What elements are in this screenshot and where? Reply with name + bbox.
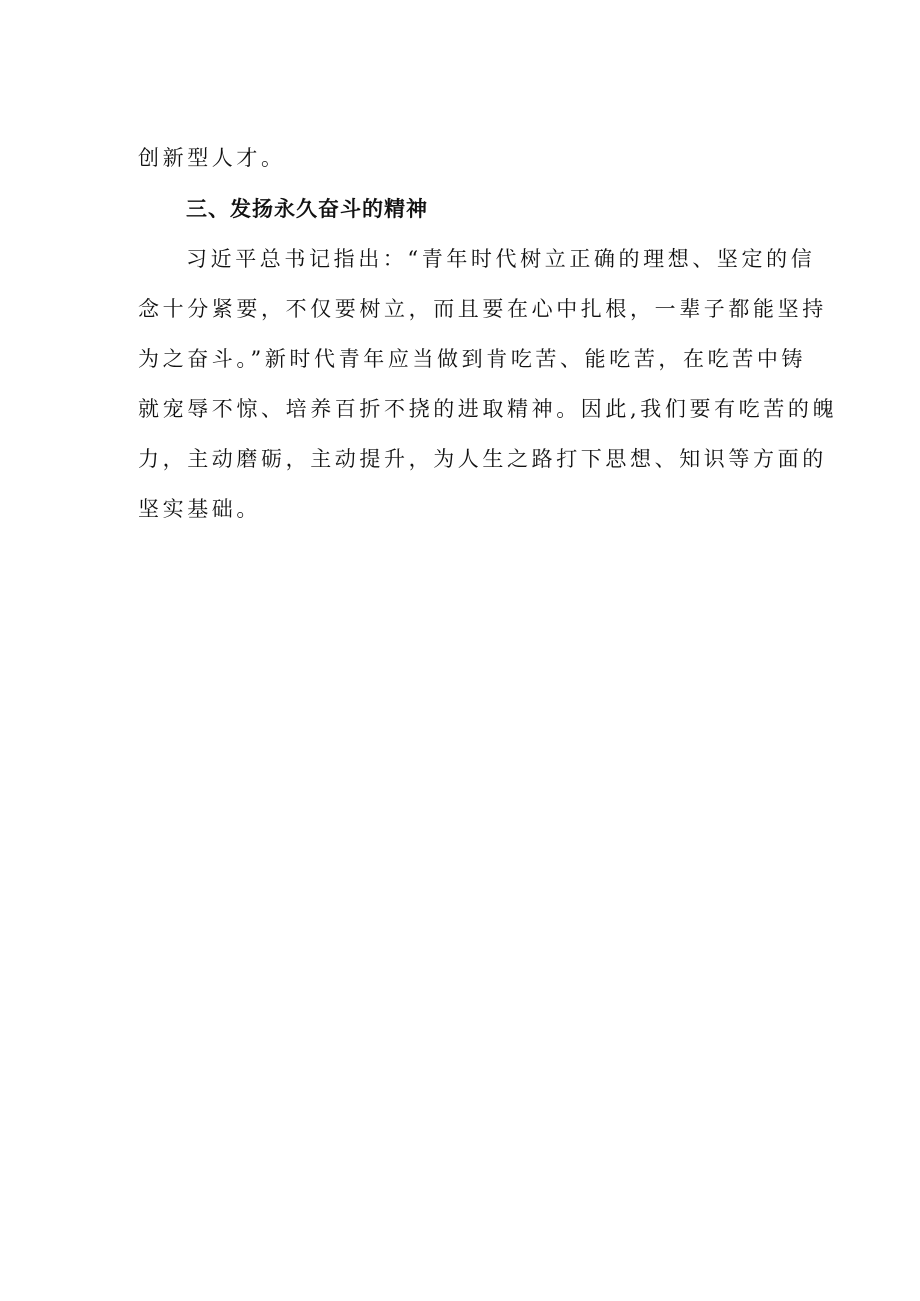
- paragraph-line: 力，主动磨砺，主动提升，为人生之路打下思想、知识等方面的: [138, 447, 827, 471]
- section-heading: 三、发扬永久奋斗的精神: [186, 197, 428, 221]
- paragraph-line: 为之奋斗。”新时代青年应当做到肯吃苦、能吃苦，在吃苦中铸: [138, 347, 807, 371]
- continuation-line: 创新型人才。: [138, 146, 286, 170]
- paragraph-line: 念十分紧要，不仅要树立，而且要在心中扎根，一辈子都能坚持: [138, 297, 827, 321]
- paragraph-line: 坚实基础。: [138, 497, 261, 521]
- paragraph-line: 习近平总书记指出：“青年时代树立正确的理想、坚定的信: [186, 247, 816, 271]
- paragraph-line: 就宠辱不惊、培养百折不挠的进取精神。因此,我们要有吃苦的魄: [138, 397, 838, 421]
